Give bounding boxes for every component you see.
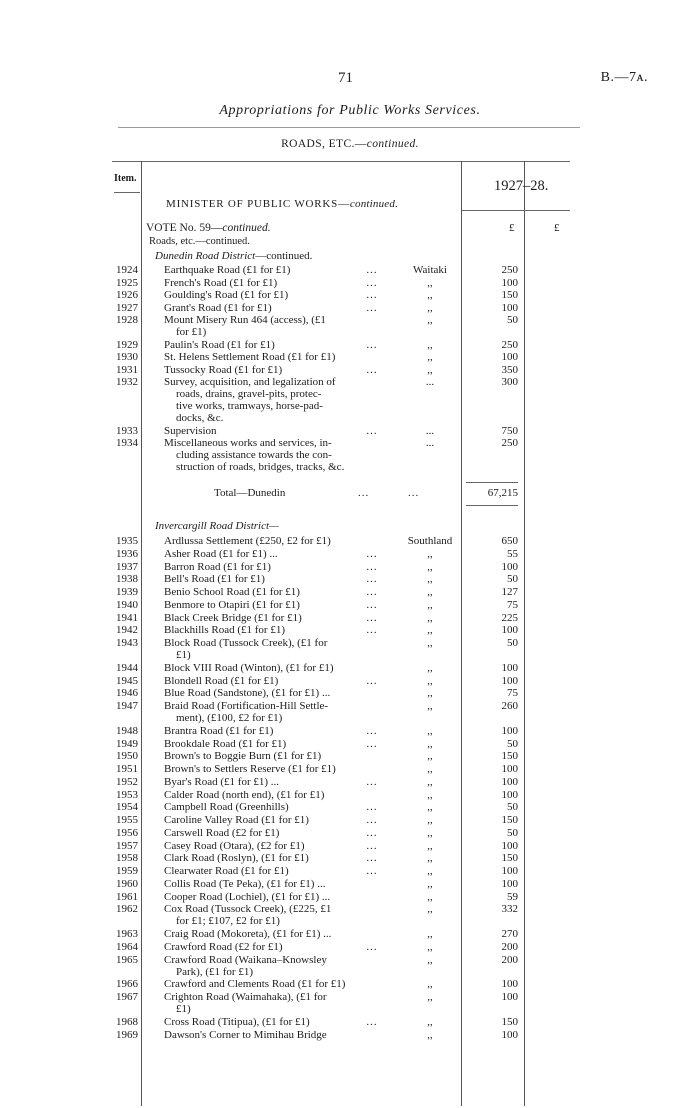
item-description-line: Grant's Road (£1 for £1) <box>164 301 272 314</box>
item-amount: 250 <box>501 338 518 351</box>
item-number: 1940 <box>116 598 138 611</box>
minister-heading: MINISTER OF PUBLIC WORKS—continued. <box>166 198 399 210</box>
pound-sign-column-1: £ <box>509 222 515 234</box>
document-reference: B.—7ᴀ. <box>600 70 648 85</box>
item-number: 1933 <box>116 424 138 437</box>
item-description <box>164 364 382 376</box>
item-description-line: Cooper Road (Lochiel), (£1 for £1) ... <box>164 890 331 903</box>
electorate: ,, <box>427 289 433 301</box>
electorate: ,, <box>427 586 433 598</box>
vote-heading: VOTE No. 59—continued. <box>146 222 271 234</box>
item-amount: 100 <box>501 351 518 363</box>
item-description-line: ment), (£100, £2 for £1) <box>176 712 283 724</box>
item-description-line: struction of roads, bridges, tracks, &c. <box>176 461 345 473</box>
item-number: 1957 <box>116 839 138 852</box>
item-number: 1946 <box>116 687 138 700</box>
item-description-line: Cox Road (Tussock Creek), (£225, £1 <box>164 903 332 916</box>
item-amount: 100 <box>501 775 518 788</box>
item-amount: 100 <box>501 865 518 877</box>
item-description <box>164 302 382 314</box>
item-number: 1959 <box>116 865 138 877</box>
item-amount: 100 <box>501 624 518 637</box>
item-amount: 59 <box>507 890 518 903</box>
electorate: ,, <box>427 1015 433 1028</box>
item-amount: 100 <box>501 839 518 852</box>
item-description-line: Bell's Road (£1 for £1) <box>164 573 265 586</box>
leader-dots: ... <box>366 424 378 437</box>
electorate: ,, <box>427 750 433 763</box>
item-number: 1956 <box>116 826 138 839</box>
item-number: 1932 <box>116 376 138 388</box>
item-description <box>164 840 382 852</box>
item-description-line: Craig Road (Mokoreta), (£1 for £1) ... <box>164 928 332 940</box>
item-description <box>164 763 382 775</box>
item-description <box>164 814 382 826</box>
item-description-line: Brantra Road (£1 for £1) <box>164 724 274 737</box>
leader-dots: ... <box>366 573 378 586</box>
item-number: 1955 <box>116 814 138 826</box>
item-number: 1968 <box>116 1015 138 1028</box>
item-number: 1952 <box>116 775 138 788</box>
item-description-line: Collis Road (Te Peka), (£1 for £1) ... <box>164 877 326 890</box>
item-amount: 100 <box>501 724 518 737</box>
item-number: 1930 <box>116 351 138 363</box>
item-amount: 100 <box>501 674 518 687</box>
total-top-rule <box>466 482 518 483</box>
electorate: ,, <box>427 775 433 788</box>
item-description <box>164 903 382 927</box>
item-number: 1944 <box>116 661 138 674</box>
item-number: 1951 <box>116 763 138 775</box>
item-description <box>164 351 382 363</box>
item-amount: 100 <box>501 763 518 775</box>
year-column-header: 1927–28. <box>494 178 549 194</box>
item-number: 1939 <box>116 586 138 598</box>
electorate: ,, <box>427 314 433 326</box>
item-description <box>164 954 382 978</box>
electorate: ,, <box>427 814 433 826</box>
item-number: 1961 <box>116 890 138 903</box>
item-amount: 75 <box>507 598 518 611</box>
item-number: 1927 <box>116 301 138 314</box>
electorate: ,, <box>427 598 433 611</box>
item-description-line: Supervision <box>164 424 217 437</box>
item-number: 1936 <box>116 547 138 560</box>
page-title: Appropriations for Public Works Services. <box>219 103 481 118</box>
leader-dots: ... <box>366 724 378 737</box>
item-description <box>164 801 382 813</box>
item-description-line: Paulin's Road (£1 for £1) <box>164 338 275 351</box>
electorate: ,, <box>427 573 433 586</box>
leader-dots: ... <box>366 560 378 573</box>
leader-dots: ... <box>366 598 378 611</box>
electorate: ... <box>425 437 435 449</box>
item-amount: 50 <box>507 801 518 814</box>
section-heading: ROADS, ETC.—continued. <box>281 138 419 150</box>
leader-dots: ... <box>366 338 378 351</box>
item-amount: 300 <box>501 376 518 388</box>
item-amount: 200 <box>501 953 518 966</box>
item-amount: 50 <box>507 737 518 750</box>
electorate: Waitaki <box>413 264 447 276</box>
leader-dots: ... <box>366 624 378 637</box>
item-description <box>164 827 382 839</box>
item-amount: 250 <box>501 437 518 449</box>
item-description-line: Miscellaneous works and services, in- <box>164 437 332 449</box>
item-description-line: Survey, acquisition, and legalization of <box>164 376 336 388</box>
item-amount: 50 <box>507 314 518 326</box>
item-description <box>164 561 382 573</box>
item-number: 1945 <box>116 674 138 687</box>
electorate: ,, <box>427 301 433 314</box>
dunedin-district-heading: Dunedin Road District—continued. <box>155 250 313 262</box>
item-number: 1934 <box>116 437 138 449</box>
item-description-line: Clearwater Road (£1 for £1) <box>164 865 289 877</box>
item-description-line: French's Road (£1 for £1) <box>164 276 278 289</box>
item-number: 1928 <box>116 314 138 326</box>
item-description <box>164 535 382 547</box>
leader-dots: ... <box>366 826 378 839</box>
item-description-line: £1) <box>176 649 191 661</box>
electorate: ,, <box>427 276 433 289</box>
item-amount: 260 <box>501 700 518 712</box>
item-description <box>164 612 382 624</box>
electorate: ,, <box>427 661 433 674</box>
item-description-line: Casey Road (Otara), (£2 for £1) <box>164 839 305 852</box>
item-description <box>164 573 382 585</box>
electorate: ,, <box>427 700 433 712</box>
item-amount: 100 <box>501 301 518 314</box>
item-description-line: Benmore to Otapiri (£1 for £1) <box>164 598 300 611</box>
item-description-line: for £1; £107, £2 for £1) <box>176 915 280 928</box>
item-amount: 75 <box>507 687 518 700</box>
item-number: 1964 <box>116 940 138 953</box>
item-amount: 50 <box>507 637 518 649</box>
item-description <box>164 637 382 661</box>
item-description <box>164 1016 382 1028</box>
item-amount: 332 <box>501 903 518 916</box>
item-description-line: Blondell Road (£1 for £1) <box>164 674 279 687</box>
item-number: 1949 <box>116 737 138 750</box>
item-description-line: for £1) <box>176 326 207 338</box>
item-description-line: Cross Road (Titipua), (£1 for £1) <box>164 1015 310 1028</box>
electorate: Southland <box>407 535 453 547</box>
item-description-line: Byar's Road (£1 for £1) ... <box>164 775 280 788</box>
item-description <box>164 376 382 424</box>
item-description <box>164 789 382 801</box>
item-description <box>164 776 382 788</box>
total-label: Total—Dunedin <box>214 487 286 499</box>
item-description-line: Crawford Road (Waikana–Knowsley <box>164 953 327 966</box>
item-amount: 100 <box>501 560 518 573</box>
leader-dots: ... <box>366 363 378 376</box>
leader-dots: ... <box>366 264 378 276</box>
item-description <box>164 878 382 890</box>
leader-dots: ... <box>366 801 378 814</box>
electorate: ,, <box>427 351 433 363</box>
item-description <box>164 289 382 301</box>
item-description <box>164 264 382 276</box>
leader-dots: ... <box>366 674 378 687</box>
item-description-line: Benio School Road (£1 for £1) <box>164 586 300 598</box>
item-number: 1926 <box>116 289 138 301</box>
item-description <box>164 852 382 864</box>
item-description <box>164 941 382 953</box>
item-description <box>164 725 382 737</box>
electorate: ,, <box>427 674 433 687</box>
pound-sign-column-2: £ <box>554 222 560 234</box>
item-amount: 250 <box>501 264 518 276</box>
item-description-line: docks, &c. <box>176 412 224 424</box>
item-description-line: Crawford Road (£2 for £1) <box>164 940 283 953</box>
item-description-line: Barron Road (£1 for £1) <box>164 560 271 573</box>
item-description <box>164 662 382 674</box>
item-amount: 100 <box>501 978 518 991</box>
leader-dots: ... <box>366 775 378 788</box>
leader-dots: ... <box>366 814 378 826</box>
item-description-line: cluding assistance towards the con- <box>176 449 332 461</box>
electorate: ,, <box>427 637 433 649</box>
item-number: 1925 <box>116 276 138 289</box>
electorate: ... <box>425 376 435 388</box>
item-description-line: Calder Road (north end), (£1 for £1) <box>164 788 325 801</box>
item-amount: 127 <box>501 586 518 598</box>
item-number: 1953 <box>116 788 138 801</box>
item-description-line: Tussocky Road (£1 for £1) <box>164 363 283 376</box>
electorate: ,, <box>427 624 433 637</box>
electorate: ,, <box>427 940 433 953</box>
electorate: ,, <box>427 547 433 560</box>
item-description <box>164 314 382 338</box>
item-description-line: Brookdale Road (£1 for £1) <box>164 737 287 750</box>
electorate: ,, <box>427 877 433 890</box>
item-description <box>164 277 382 289</box>
electorate: ,, <box>427 763 433 775</box>
year-header-rule <box>462 210 570 211</box>
electorate: ,, <box>427 903 433 916</box>
item-number: 1924 <box>116 264 138 276</box>
item-number: 1931 <box>116 363 138 376</box>
total-value: 67,215 <box>487 487 518 499</box>
item-description-line: Brown's to Settlers Reserve (£1 for £1) <box>164 763 336 775</box>
item-description <box>164 991 382 1015</box>
item-description-line: Brown's to Boggie Burn (£1 for £1) <box>164 750 322 763</box>
item-description <box>164 624 382 636</box>
electorate: ,, <box>427 1028 433 1041</box>
item-header-rule <box>114 192 140 193</box>
amount-column-mid-rule <box>524 161 525 1106</box>
item-description-line: Braid Road (Fortification-Hill Settle- <box>164 700 329 712</box>
item-amount: 50 <box>507 573 518 586</box>
item-description-line: St. Helens Settlement Road (£1 for £1) <box>164 351 336 363</box>
electorate: ,, <box>427 737 433 750</box>
item-amount: 100 <box>501 1028 518 1041</box>
item-number: 1947 <box>116 700 138 712</box>
electorate: ,, <box>427 611 433 624</box>
item-number: 1942 <box>116 624 138 637</box>
leader-dots: ... <box>366 1015 378 1028</box>
item-description-line: Ardlussa Settlement (£250, £2 for £1) <box>164 535 331 547</box>
electorate: ,, <box>427 991 433 1003</box>
item-number: 1941 <box>116 611 138 624</box>
electorate: ,, <box>427 953 433 966</box>
electorate: ,, <box>427 928 433 940</box>
item-description <box>164 599 382 611</box>
electorate: ,, <box>427 687 433 700</box>
item-number: 1958 <box>116 852 138 865</box>
electorate: ... <box>425 424 435 437</box>
item-description-line: Block VIII Road (Winton), (£1 for £1) <box>164 661 334 674</box>
leader-dots: ... <box>366 865 378 877</box>
item-description-line: Campbell Road (Greenhills) <box>164 801 289 814</box>
item-number: 1967 <box>116 991 138 1003</box>
total-bottom-rule <box>466 505 518 506</box>
item-amount: 100 <box>501 991 518 1003</box>
item-description <box>164 687 382 699</box>
item-amount: 150 <box>501 750 518 763</box>
leader-dots: ... <box>366 737 378 750</box>
item-description-line: Clark Road (Roslyn), (£1 for £1) <box>164 852 309 865</box>
item-number: 1960 <box>116 877 138 890</box>
item-description <box>164 339 382 351</box>
item-description-line: roads, drains, gravel-pits, protec- <box>176 388 322 400</box>
item-description <box>164 425 382 437</box>
item-description <box>164 865 382 877</box>
item-amount: 225 <box>501 611 518 624</box>
table-top-rule <box>112 161 570 162</box>
electorate: ,, <box>427 852 433 865</box>
item-description-line: Black Creek Bridge (£1 for £1) <box>164 611 302 624</box>
leader-dots: ... <box>366 276 378 289</box>
item-number: 1954 <box>116 801 138 814</box>
item-number: 1937 <box>116 560 138 573</box>
item-amount: 350 <box>501 363 518 376</box>
electorate: ,, <box>427 801 433 814</box>
item-amount: 100 <box>501 661 518 674</box>
item-description <box>164 738 382 750</box>
electorate: ,, <box>427 363 433 376</box>
electorate: ,, <box>427 788 433 801</box>
electorate: ,, <box>427 839 433 852</box>
electorate: ,, <box>427 865 433 877</box>
item-amount: 150 <box>501 1015 518 1028</box>
item-number: 1950 <box>116 750 138 763</box>
item-description <box>164 700 382 724</box>
item-amount: 650 <box>501 535 518 547</box>
item-amount: 150 <box>501 852 518 865</box>
item-description-line: Goulding's Road (£1 for £1) <box>164 289 289 301</box>
item-description-line: Caroline Valley Road (£1 for £1) <box>164 814 309 826</box>
item-description-line: Crighton Road (Waimahaka), (£1 for <box>164 991 327 1003</box>
title-rule <box>118 127 580 128</box>
total-leader-dots: ... <box>408 487 420 499</box>
leader-dots: ... <box>366 940 378 953</box>
item-description-line: £1) <box>176 1003 191 1015</box>
leader-dots: ... <box>366 839 378 852</box>
item-amount: 100 <box>501 877 518 890</box>
item-description-line: Block Road (Tussock Creek), (£1 for <box>164 637 328 649</box>
item-description-line: Park), (£1 for £1) <box>176 965 253 978</box>
item-description <box>164 1029 382 1041</box>
item-amount: 150 <box>501 814 518 826</box>
item-description <box>164 437 382 473</box>
roads-subheading: Roads, etc.—continued. <box>149 236 250 247</box>
total-leader-dots: ... <box>358 487 370 499</box>
leader-dots: ... <box>366 547 378 560</box>
item-column-header: Item. <box>114 173 137 184</box>
item-amount: 100 <box>501 276 518 289</box>
item-number: 1935 <box>116 535 138 547</box>
leader-dots: ... <box>366 586 378 598</box>
item-column-rule <box>141 161 142 1106</box>
item-number: 1948 <box>116 724 138 737</box>
item-number: 1943 <box>116 637 138 649</box>
item-number: 1963 <box>116 928 138 940</box>
item-description <box>164 548 382 560</box>
item-description-line: Mount Misery Run 464 (access), (£1 <box>164 314 326 326</box>
item-description-line: Crawford and Clements Road (£1 for £1) <box>164 978 346 991</box>
item-number: 1966 <box>116 978 138 991</box>
leader-dots: ... <box>366 289 378 301</box>
invercargill-district-heading: Invercargill Road District— <box>155 520 279 532</box>
item-amount: 750 <box>501 424 518 437</box>
item-number: 1969 <box>116 1028 138 1041</box>
item-description <box>164 978 382 990</box>
item-description-line: Blackhills Road (£1 for £1) <box>164 624 285 637</box>
item-description <box>164 586 382 598</box>
item-amount: 150 <box>501 289 518 301</box>
electorate: ,, <box>427 826 433 839</box>
item-description-line: Dawson's Corner to Mimihau Bridge <box>164 1028 327 1041</box>
item-amount: 50 <box>507 826 518 839</box>
item-description <box>164 928 382 940</box>
item-number: 1962 <box>116 903 138 916</box>
item-description-line: tive works, tramways, horse-pad- <box>176 400 323 412</box>
item-description-line: Asher Road (£1 for £1) ... <box>164 547 278 560</box>
leader-dots: ... <box>366 611 378 624</box>
electorate: ,, <box>427 338 433 351</box>
item-number: 1929 <box>116 338 138 351</box>
electorate: ,, <box>427 560 433 573</box>
item-amount: 270 <box>501 928 518 940</box>
leader-dots: ... <box>366 301 378 314</box>
item-description <box>164 750 382 762</box>
electorate: ,, <box>427 890 433 903</box>
leader-dots: ... <box>366 852 378 865</box>
item-amount: 55 <box>507 547 518 560</box>
electorate: ,, <box>427 978 433 991</box>
electorate: ,, <box>427 724 433 737</box>
item-description-line: Earthquake Road (£1 for £1) <box>164 264 291 276</box>
item-amount: 200 <box>501 940 518 953</box>
item-number: 1965 <box>116 953 138 966</box>
item-description-line: Carswell Road (£2 for £1) <box>164 826 280 839</box>
item-description-line: Blue Road (Sandstone), (£1 for £1) ... <box>164 687 331 700</box>
item-description <box>164 675 382 687</box>
page-number: 71 <box>338 70 353 86</box>
item-description <box>164 891 382 903</box>
item-number: 1938 <box>116 573 138 586</box>
item-amount: 100 <box>501 788 518 801</box>
